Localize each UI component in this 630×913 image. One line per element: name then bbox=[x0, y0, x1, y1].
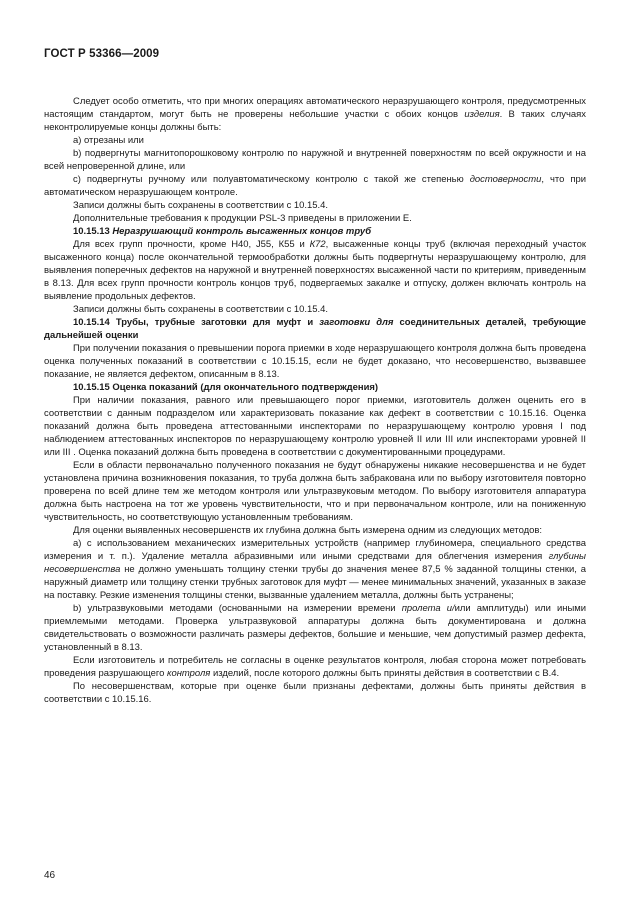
section-title: 10.15.14 Трубы, трубные заготовки для муфт и bbox=[73, 317, 320, 328]
section-title-italic: заготовки bbox=[319, 317, 371, 328]
list-item-method-b bbox=[44, 602, 586, 654]
paragraph-records-2 bbox=[44, 303, 586, 316]
text-run: Если в области первоначально полученного показания не будут обнаружены никакие несовершенства и не будет установлена причина возникновения показания, то труба должна быть забракована или по выбору изготовителя повторно проверена по всей длине тем же методом контроля или ультразвуковым методом. По выбору изготовителя аппаратура должна быть настроена на тот же уровень чувствительности, что и при первоначальном контроле, или на пониженную чувствительность, но соответствующую установленным требованиям. bbox=[44, 460, 586, 523]
paragraph-indication-evaluation bbox=[44, 394, 586, 459]
text-run: с) подвергнуты ручному или полуавтоматическому контролю с такой же степенью bbox=[73, 174, 470, 185]
text-run: а) отрезаны или bbox=[73, 135, 144, 146]
text-run: или амплитуды) или иными приемлемыми методами. Проверка ультразвуковой аппаратуры должна быть документирована и должна свидетельствовать о возможности различать размеры дефектов, большие и меньшие, чем допустимый размер дефекта, установленный в 8.13. bbox=[44, 603, 587, 653]
paragraph-disagreement bbox=[44, 654, 586, 680]
text-run: изделий, после которого должны быть приняты действия в соответствии с В.4. bbox=[210, 668, 560, 679]
document-header: ГОСТ Р 53366—2009 bbox=[44, 48, 160, 60]
text-run: При получении показания о превышении порога приемки в ходе неразрушающего контроля должна быть проведена оценка полученных показаний в соответствии с 10.15.15, если не будет доказано, что несовершенство, вызвавшее показание, не является дефектом, описанным в 8.13. bbox=[44, 343, 586, 380]
paragraph-evaluation-required bbox=[44, 342, 586, 381]
text-run: не должно уменьшать толщину стенки трубы до значения менее 87,5 % заданной толщины стенки, а наружный диаметр или толщину стенки трубных заготовок для муфт — менее минимальных значений, указанных в заказе на поставку. Резкие изменения толщины стенки, вызванные удалением металла, должны быть устранены; bbox=[44, 564, 586, 601]
document-body bbox=[44, 95, 586, 706]
section-heading-10-15-13 bbox=[44, 225, 586, 238]
text-run: а) с использованием механических измерительных устройств (например глубиномера, специального средства измерения и т. п.). Удаление металла абразивными или иными средствами для облегчения измерения bbox=[44, 538, 586, 562]
section-number: 10.15.13 bbox=[73, 226, 113, 237]
page-number: 46 bbox=[44, 870, 56, 881]
text-run: Записи должны быть сохранены в соответствии с 10.15.4. bbox=[73, 200, 329, 211]
list-item-method-a bbox=[44, 537, 586, 602]
list-item-b bbox=[44, 147, 586, 173]
text-run: Записи должны быть сохранены в соответствии с 10.15.4. bbox=[73, 304, 329, 315]
section-heading-10-15-14 bbox=[44, 316, 586, 342]
text-run: , высаженные концы труб (включая переходный участок высаженного конца) после окончательной термообработки должны быть подвергнуты неразрушающему контролю, для выявления поперечных дефектов на наружной и внутренней поверхностях высаженной части по критериям, приведенным в 8.13. Для всех групп прочности контроль концов труб, подвергаемых закалке и отпуску, должен включать контроль на выявление продольных дефектов. bbox=[44, 239, 586, 302]
text-run-italic: изделия bbox=[464, 109, 500, 120]
text-run: По несовершенствам, которые при оценке были признаны дефектами, должны быть приняты действия в соответствии с 10.15.16. bbox=[44, 681, 586, 705]
text-run: . В таких случаях неконтролируемые концы должны быть: bbox=[44, 109, 586, 133]
list-item-c bbox=[44, 173, 586, 199]
paragraph-depth-methods bbox=[44, 524, 586, 537]
text-run-italic: достоверности bbox=[469, 174, 542, 185]
paragraph-upset-ends bbox=[44, 238, 586, 303]
text-run-italic: контроля bbox=[167, 668, 211, 679]
text-run-italic: пролета и/ bbox=[401, 603, 455, 614]
text-run: Следует особо отметить, что при многих операциях автоматического неразрушающего контроля, предусмотренных настоящим стандартом, могут быть не проверены небольшие участки с обоих концов bbox=[44, 96, 586, 120]
text-run: , что при автоматическом неразрушающем контроле. bbox=[44, 174, 586, 198]
text-run: Если изготовитель и потребитель не согласны в оценке результатов контроля, любая сторона может потребовать проведения разрушающего bbox=[44, 655, 586, 679]
text-run: Для всех групп прочности, кроме Н40, J55, К55 и bbox=[73, 239, 310, 250]
paragraph-intro bbox=[44, 95, 586, 134]
text-run: При наличии показания, равного или превышающего порог приемки, изготовитель должен оценить его в соответствии с данным подразделом или характеризовать показание как дефект в соответствии с 10.15.16. Оценка показаний должна быть проведена аттестованными инспекторами по неразрушающему контролю уровня I под наблюдением аттестованных инспекторов по неразрушающему контролю уровней II или III или инспекторами уровней II или III . Оценка показаний должна быть проведена в соответствии с документированными процедурами. bbox=[44, 395, 586, 458]
list-item-a bbox=[44, 134, 586, 147]
section-heading-10-15-15 bbox=[44, 381, 586, 394]
section-title: Неразрушающий контроль высаженных концов труб bbox=[112, 226, 372, 237]
section-title-italic: для bbox=[376, 317, 394, 328]
paragraph-records bbox=[44, 199, 586, 212]
paragraph-psl3 bbox=[44, 212, 586, 225]
text-run: b) ультразвуковыми методами (основанными на измерении времени bbox=[73, 603, 402, 614]
section-title: 10.15.15 Оценка показаний (для окончательного подтверждения) bbox=[73, 382, 379, 393]
text-run-italic: К72 bbox=[309, 239, 326, 250]
paragraph-defect-actions bbox=[44, 680, 586, 706]
text-run-italic: глубины несовершенства bbox=[44, 551, 586, 575]
text-run: Для оценки выявленных несовершенств их глубина должна быть измерена одним из следующих методов: bbox=[73, 525, 543, 536]
paragraph-no-imperfections bbox=[44, 459, 586, 524]
section-title: соединительных деталей, требующие дальнейшей оценки bbox=[44, 317, 586, 341]
text-run: Дополнительные требования к продукции PSL-3 приведены в приложении Е. bbox=[73, 213, 412, 224]
text-run: b) подвергнуты магнитопорошковому контролю по наружной и внутренней поверхностям по всей окружности и на всей непроверенной длине, или bbox=[44, 148, 586, 172]
